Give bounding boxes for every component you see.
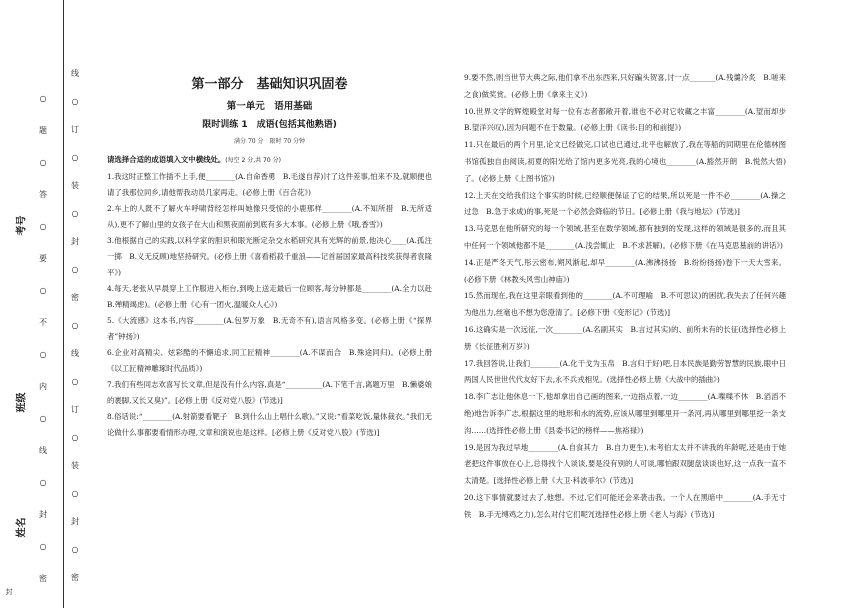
binding-mark: ○ bbox=[71, 545, 79, 554]
binding-mark: ○ bbox=[71, 321, 79, 330]
part-title: 第一部分 基础知识巩固卷 bbox=[191, 77, 348, 92]
field-exam-number: 考号 bbox=[16, 215, 28, 236]
question-item: 16.这确实是一次远征,一次________(A.名副其实 B.言过其实)的、前所未有的长征(选择性必修上册《长征胜利万岁》) bbox=[464, 324, 786, 351]
binding-mark: 订 bbox=[71, 405, 79, 414]
binding-mark: 密 bbox=[71, 573, 79, 582]
binding-mark: ○ bbox=[71, 153, 79, 162]
field-name: 姓名 bbox=[16, 517, 28, 538]
instruction-note: (每空 2 分,共 70 分) bbox=[225, 157, 281, 164]
binding-mark: 封 bbox=[39, 510, 47, 519]
question-item: 11.只在最后的两个月里,论文已经做完,口试也已通过,北平也解放了,我在等船的同期里在伦德林图书馆孤独自由阅读,初夏的阳光给了馆内更多光亮,我的心境也________(A.豁然开朗 B.悦然大悟)了。(必修上册《上图书馆》) bbox=[464, 140, 786, 183]
binding-margin bbox=[0, 0, 86, 608]
binding-mark: 线 bbox=[71, 69, 79, 78]
binding-mark: 内 bbox=[39, 382, 47, 391]
question-item: 17.我回答说,让我们________(A.化干戈为玉帛 B.言归于好)吧,日本民族是勤劳智慧的民族,眼中日两国人民世世代代友好下去,永不兵戎相见。(选择性必修上册《大战中的插曲》) bbox=[464, 358, 786, 385]
binding-mark: ○ bbox=[71, 97, 79, 106]
question-item: 15.然而现在,我在这里亲眼看到他的________(A.不可理喻 B.不可思议)的困扰,我失去了任何兴趣为他出力,丝毫也不想为您澄清了。[必修下册《变形记》(节选)] bbox=[464, 291, 786, 318]
binding-mark: 密 bbox=[71, 293, 79, 302]
binding-mark: ○ bbox=[39, 350, 47, 359]
instruction bbox=[107, 152, 432, 169]
question-item: 5.《大流感》这本书,内容________(A.包罗万象 B.无奇不有),语言风格多变。(必修上册《“探界者”钟扬》) bbox=[107, 316, 432, 341]
question-item: 8.俗话说:“________(A.射箭要看靶子 B.到什么山上唱什么歌)。”又说:“看菜吃饭,量体裁衣。”我们无论做什么事都要看情形办理,文章和演说也是这样。[必修上册《反对党八股》(节选)] bbox=[107, 412, 432, 437]
binding-marks-inner bbox=[32, 0, 54, 608]
binding-marks bbox=[64, 0, 86, 608]
binding-mark: ○ bbox=[71, 433, 79, 442]
binding-mark: 装 bbox=[71, 181, 79, 190]
question-item: 9.要不然,则当世节大典之际,他们拿不出东西来,只好蹁头贺喜,讨一点_______(A.残羹冷炙 B.嗟来之食)做奖赏。(必修上册《拿来主义》) bbox=[464, 73, 786, 99]
question-item: 14.正是严冬天气,彤云密布,朔风渐起,却早________(A.沸沸扬扬 B.纷纷扬扬)卷下一天大雪来。(必修下册《林教头风雪山神庙》) bbox=[464, 257, 786, 284]
question-item: 7.我们有些同志欢喜写长文章,但是没有什么内容,真是“__________(A.下笔千言,离题万里 B.懒婆娘的裹脚,又长又臭)”。[必修上册《反对党八股》(节选)] bbox=[107, 380, 432, 405]
binding-mark: ○ bbox=[39, 222, 47, 231]
binding-mark: ○ bbox=[39, 158, 47, 167]
question-item: 10.世界文学的辉煌殿堂对每一位有志者都敞开着,谁也不必对它收藏之丰富________(A.望而却步 B.望洋兴叹),因为问题不在于数量。(必修上册《读书:目的和前提》) bbox=[464, 106, 794, 133]
question-item: 18.李广志让他休息一下,他却拿出自己画的图来,一边指点着,一边________(A.喋喋不休 B.滔滔不绝)地告诉李广志,根据这里的地形和水的流势,应该从哪里到哪里开一条河,再从哪里到哪里挖一条支沟……(选择性必修上册《县委书记的榜样——焦裕禄》) bbox=[464, 392, 786, 435]
binding-mark: 题 bbox=[39, 126, 47, 135]
binding-mark: 封 bbox=[71, 517, 79, 526]
binding-mark: ○ bbox=[71, 377, 79, 386]
right-column bbox=[464, 70, 794, 524]
binding-mark: ○ bbox=[39, 542, 47, 551]
question-item: 6.企业对高精尖、炫彩酷的不懈追求,同工匠精神________(A.不谋而合 B.殊途同归)。(必修上册《以工匠精神雕琢时代品质》) bbox=[107, 348, 432, 373]
training-title: 限时训练 1 成语(包括其他熟语) bbox=[202, 120, 337, 130]
question-item: 3.他根据自己的实践,以科学家的胆识和眼光断定杂交水稻研究具有光辉的前景,他决心____(A.孤注一掷 B.义无反顾)地坚持研究。(必修上册《喜看稻菽千重浪——记首届国家最高科技奖获得者袁隆平》) bbox=[107, 236, 432, 277]
binding-mark: 答 bbox=[39, 190, 47, 199]
question-item: 19.是因为我过早地________(A.自食其力 B.自力更生),未考伯太太并不讲我的年龄呢,还是由于她老把这件事放在心上,总得找个人谈谈,要是没有别的人可谈,哪怕跟双腿盘谈谈也好,这一点我一直不太清楚。[选择性必修上册《大卫·科波菲尔》(节选)] bbox=[464, 442, 786, 486]
binding-mark: 要 bbox=[39, 254, 47, 263]
field-bottom: 封 bbox=[5, 588, 13, 595]
field-class: 班级 bbox=[16, 392, 28, 413]
binding-mark: ○ bbox=[39, 414, 47, 423]
binding-mark: ○ bbox=[71, 489, 79, 498]
binding-mark: 密 bbox=[39, 574, 47, 583]
binding-mark: ○ bbox=[71, 265, 79, 274]
score-info: 满分 70 分 限时 70 分钟 bbox=[234, 138, 305, 145]
instruction-text: 请选择合适的成语填入文中横线处。 bbox=[107, 155, 226, 164]
question-item: 1.我这时正整工作插不上手,便________(A.自命香勇 B.毛遂自荐)讨了这件差事,怕来不及,就顺便也请了我那位同乡,请他帮我动员几家再走。(必修上册《百合花》) bbox=[107, 172, 432, 197]
question-list-right bbox=[464, 70, 794, 524]
binding-mark: ○ bbox=[39, 94, 47, 103]
question-item: 12.上天在交给我们这个事实的时候,已经顺便保证了它的结果,所以死是一件不必________(A.操之过急 B.急于求成)的事,死是一个必然会降临的节日。[必修上册《我与地坛》(节选)] bbox=[464, 190, 786, 217]
binding-mark: 不 bbox=[39, 318, 47, 327]
question-item: 2.车上的人既不了解火车呼啸背经怎样叫她像只受惊的小鹿那样________(A.不知所措 B.无所适从),更不了解山里的女孩子在大山和黑夜面前到底有多大本事。(必修上册《哦,香雪》) bbox=[107, 204, 432, 229]
binding-mark: 线 bbox=[39, 446, 47, 455]
binding-mark: ○ bbox=[39, 286, 47, 295]
binding-mark: 装 bbox=[71, 461, 79, 470]
binding-mark: 线 bbox=[71, 349, 79, 358]
question-item: 4.每天,老张从早晨穿上工作服进入柜台,到晚上送走最后一位顾客,每分钟都是________(A.全力以赴 B.殚精竭虑)。(必修上册《心有一团火,温暖众人心》) bbox=[107, 284, 440, 309]
question-item: 20.这下事情就要过去了,他想。不过,它们可能还会来袭击我。一个人在黑暗中________(A.手无寸铁 B.手无缚鸡之力),怎么对付它们呢?[选择性必修上册《老人与海》(节选)] bbox=[464, 492, 786, 519]
unit-title: 第一单元 语用基础 bbox=[226, 101, 313, 112]
binding-mark: 封 bbox=[71, 237, 79, 246]
question-item: 13.马克思在他所研究的每一个领域,甚至在数学领域,都有独到的发现,这样的领域是很多的,而且其中任何一个领域他都不是________(A.浅尝辄止 B.不求甚解)。(必修下册《在马克思墓前的讲话》) bbox=[464, 224, 786, 250]
binding-mark: ○ bbox=[71, 209, 79, 218]
binding-mark: 订 bbox=[71, 125, 79, 134]
binding-mark: ○ bbox=[39, 478, 47, 487]
left-column bbox=[107, 64, 440, 441]
question-list-left bbox=[107, 169, 440, 441]
